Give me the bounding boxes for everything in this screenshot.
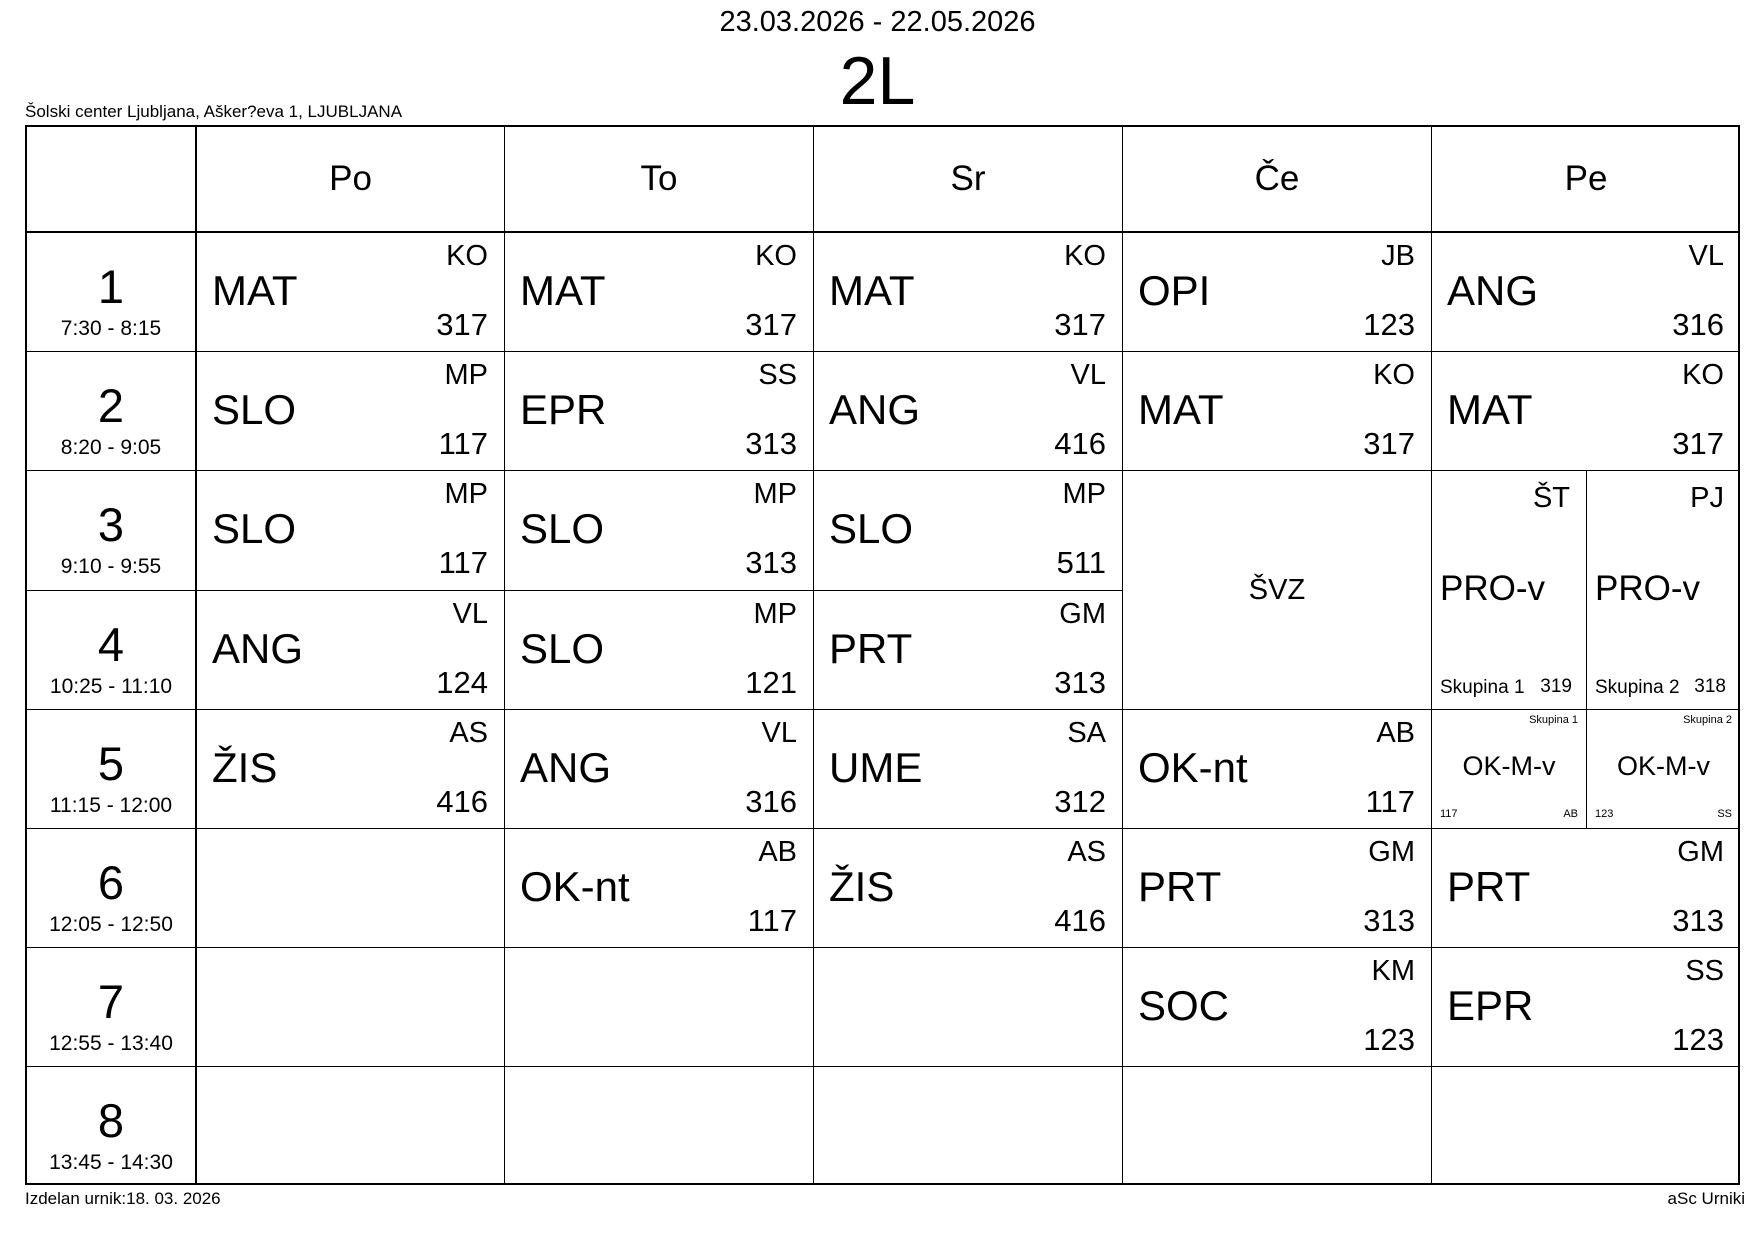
period-time: 9:10 - 9:55	[60, 555, 162, 578]
subject-code: SLO	[212, 505, 297, 552]
day-header-po: Po	[329, 159, 372, 198]
subject-code: PRT	[1138, 863, 1222, 910]
room-number: 317	[1672, 426, 1724, 461]
room-number: 117	[438, 545, 488, 580]
lesson-cell[interactable]	[505, 710, 813, 828]
lesson-cell[interactable]	[1123, 352, 1431, 470]
period-time: 13:45 - 14:30	[49, 1151, 173, 1174]
teacher-code: KO	[1373, 359, 1415, 391]
lesson-cell[interactable]	[1432, 948, 1740, 1066]
teacher-code: SS	[1717, 808, 1732, 820]
period-time: 11:15 - 12:00	[49, 794, 173, 817]
room-number: 313	[1363, 903, 1415, 938]
subject-code: OPI	[1138, 267, 1211, 314]
teacher-code: GM	[1368, 836, 1415, 868]
room-number: 117	[438, 426, 488, 461]
room-number: 316	[745, 784, 797, 819]
period-number: 8	[97, 1094, 125, 1147]
group-lesson-cell[interactable]	[1432, 471, 1586, 709]
teacher-code: MP	[444, 359, 488, 391]
subject-code: MAT	[1447, 386, 1533, 433]
teacher-code: KO	[755, 240, 797, 272]
period-number: 1	[97, 260, 125, 313]
lesson-cell[interactable]	[505, 471, 813, 590]
subject-code: ŠVZ	[1248, 573, 1306, 606]
period-2	[27, 352, 195, 470]
period-number: 6	[97, 856, 125, 909]
school-name: Šolski center Ljubljana, Ašker?eva 1, LJUBLJANA	[25, 102, 403, 121]
lesson-cell[interactable]	[505, 829, 813, 947]
lesson-cell[interactable]	[814, 471, 1122, 590]
room-number: 416	[1054, 903, 1106, 938]
room-number: 123	[1363, 1022, 1415, 1057]
subject-code: MAT	[212, 267, 298, 314]
subject-code: SLO	[520, 505, 605, 552]
generator-name: aSc Urniki	[1667, 1189, 1745, 1208]
room-number: 317	[1363, 426, 1415, 461]
teacher-code: AB	[1563, 808, 1578, 820]
period-time: 7:30 - 8:15	[60, 317, 162, 340]
teacher-code: AS	[1067, 836, 1106, 868]
period-time: 12:55 - 13:40	[49, 1032, 173, 1055]
room-number: 117	[1440, 808, 1458, 820]
teacher-code: KO	[446, 240, 488, 272]
period-3	[27, 471, 195, 590]
day-header-to: To	[640, 159, 678, 198]
subject-code: ANG	[829, 386, 921, 433]
date-range: 23.03.2026 - 22.05.2026	[719, 6, 1036, 38]
period-number: 4	[97, 618, 125, 671]
teacher-code: AB	[758, 836, 797, 868]
lesson-cell[interactable]	[197, 471, 504, 590]
lesson-cell[interactable]	[197, 233, 504, 351]
teacher-code: JB	[1381, 240, 1415, 272]
subject-code: PRT	[829, 625, 913, 672]
subject-code: OK-M-v	[1617, 751, 1710, 781]
teacher-code: MP	[1062, 478, 1106, 510]
lesson-cell[interactable]	[197, 352, 504, 470]
subject-code: ANG	[212, 625, 304, 672]
lesson-cell[interactable]	[1432, 829, 1740, 947]
period-number: 5	[97, 737, 125, 790]
period-time: 8:20 - 9:05	[60, 436, 162, 459]
group-lesson-cell[interactable]	[1587, 710, 1740, 828]
teacher-code: VL	[452, 598, 488, 630]
period-8	[27, 1067, 195, 1184]
subject-code: SOC	[1138, 982, 1230, 1029]
group-label: Skupina 2	[1683, 714, 1732, 726]
subject-code: MAT	[829, 267, 915, 314]
teacher-code: VL	[761, 717, 797, 749]
subject-code: MAT	[520, 267, 606, 314]
teacher-code: MP	[444, 478, 488, 510]
day-header-pe: Pe	[1564, 159, 1608, 198]
teacher-code: AB	[1376, 717, 1415, 749]
lesson-cell[interactable]	[1123, 829, 1431, 947]
teacher-code: VL	[1688, 240, 1724, 272]
subject-code: UME	[829, 744, 923, 791]
period-number: 7	[97, 975, 125, 1028]
day-header-sr: Sr	[950, 159, 986, 198]
lesson-cell[interactable]	[505, 233, 813, 351]
room-number: 117	[1365, 784, 1415, 819]
room-number: 313	[1672, 903, 1724, 938]
period-number: 3	[97, 498, 125, 551]
room-number: 123	[1672, 1022, 1724, 1057]
lesson-cell[interactable]	[505, 352, 813, 470]
lesson-cell-double[interactable]	[1123, 471, 1431, 709]
period-5	[27, 710, 195, 828]
room-number: 117	[747, 903, 797, 938]
group-label: Skupina 2	[1595, 677, 1680, 698]
subject-code: MAT	[1138, 386, 1224, 433]
teacher-code: GM	[1677, 836, 1724, 868]
subject-code: OK-nt	[520, 863, 630, 910]
room-number: 416	[436, 784, 488, 819]
teacher-code: ŠT	[1532, 482, 1570, 514]
period-7	[27, 948, 195, 1066]
group-lesson-cell[interactable]	[1432, 710, 1586, 828]
period-4	[27, 591, 195, 709]
teacher-code: AS	[449, 717, 488, 749]
room-number: 313	[745, 426, 797, 461]
teacher-code: VL	[1070, 359, 1106, 391]
room-number: 416	[1054, 426, 1106, 461]
room-number: 121	[745, 665, 797, 700]
subject-code: SLO	[212, 386, 297, 433]
lesson-cell[interactable]	[197, 591, 504, 709]
row-divider	[25, 1066, 1740, 1067]
teacher-code: MP	[753, 478, 797, 510]
lesson-cell[interactable]	[814, 710, 1122, 828]
subject-code: EPR	[520, 386, 607, 433]
teacher-code: KO	[1064, 240, 1106, 272]
room-number: 317	[745, 307, 797, 342]
room-number: 312	[1054, 784, 1106, 819]
room-number: 318	[1694, 676, 1726, 697]
teacher-code: PJ	[1690, 482, 1724, 514]
subject-code: PRO-v	[1595, 569, 1700, 608]
group-label: Skupina 1	[1440, 677, 1525, 698]
teacher-code: GM	[1059, 598, 1106, 630]
period-time: 12:05 - 12:50	[49, 913, 173, 936]
lesson-cell[interactable]	[1123, 948, 1431, 1066]
lesson-cell[interactable]	[814, 829, 1122, 947]
subject-code: ANG	[1447, 267, 1539, 314]
period-time: 10:25 - 11:10	[49, 675, 173, 698]
created-date: Izdelan urnik:18. 03. 2026	[25, 1189, 221, 1208]
lesson-cell[interactable]	[814, 233, 1122, 351]
lesson-cell[interactable]	[1432, 352, 1740, 470]
subject-code: SLO	[520, 625, 605, 672]
teacher-code: KM	[1371, 955, 1415, 987]
subject-code: ŽIS	[212, 744, 278, 791]
room-number: 313	[1054, 665, 1106, 700]
room-number: 317	[1054, 307, 1106, 342]
period-number: 2	[97, 379, 125, 432]
room-number: 123	[1363, 307, 1415, 342]
room-number: 316	[1672, 307, 1724, 342]
room-number: 511	[1056, 545, 1106, 580]
teacher-code: SA	[1067, 717, 1106, 749]
subject-code: OK-nt	[1138, 744, 1248, 791]
lesson-cell[interactable]	[814, 352, 1122, 470]
room-number: 319	[1540, 676, 1572, 697]
room-number: 317	[436, 307, 488, 342]
room-number: 313	[745, 545, 797, 580]
class-title: 2L	[839, 43, 916, 119]
subject-code: PRT	[1447, 863, 1531, 910]
group-lesson-cell[interactable]	[1587, 471, 1740, 709]
teacher-code: KO	[1682, 359, 1724, 391]
teacher-code: MP	[753, 598, 797, 630]
lesson-cell[interactable]	[1123, 710, 1431, 828]
subject-code: ŽIS	[829, 863, 895, 910]
lesson-cell[interactable]	[814, 591, 1122, 709]
lesson-cell[interactable]	[1432, 233, 1740, 351]
subject-code: OK-M-v	[1462, 751, 1556, 781]
period-1	[27, 233, 195, 351]
period-6	[27, 829, 195, 947]
lesson-cell[interactable]	[505, 591, 813, 709]
room-number: 124	[436, 665, 488, 700]
lesson-cell[interactable]	[1123, 233, 1431, 351]
subject-code: EPR	[1447, 982, 1534, 1029]
group-label: Skupina 1	[1529, 714, 1578, 726]
teacher-code: SS	[758, 359, 797, 391]
subject-code: PRO-v	[1440, 569, 1545, 608]
subject-code: SLO	[829, 505, 914, 552]
lesson-cell[interactable]	[197, 710, 504, 828]
subject-code: ANG	[520, 744, 612, 791]
room-number: 123	[1595, 808, 1614, 820]
day-header-ce: Če	[1254, 159, 1300, 198]
teacher-code: SS	[1685, 955, 1724, 987]
